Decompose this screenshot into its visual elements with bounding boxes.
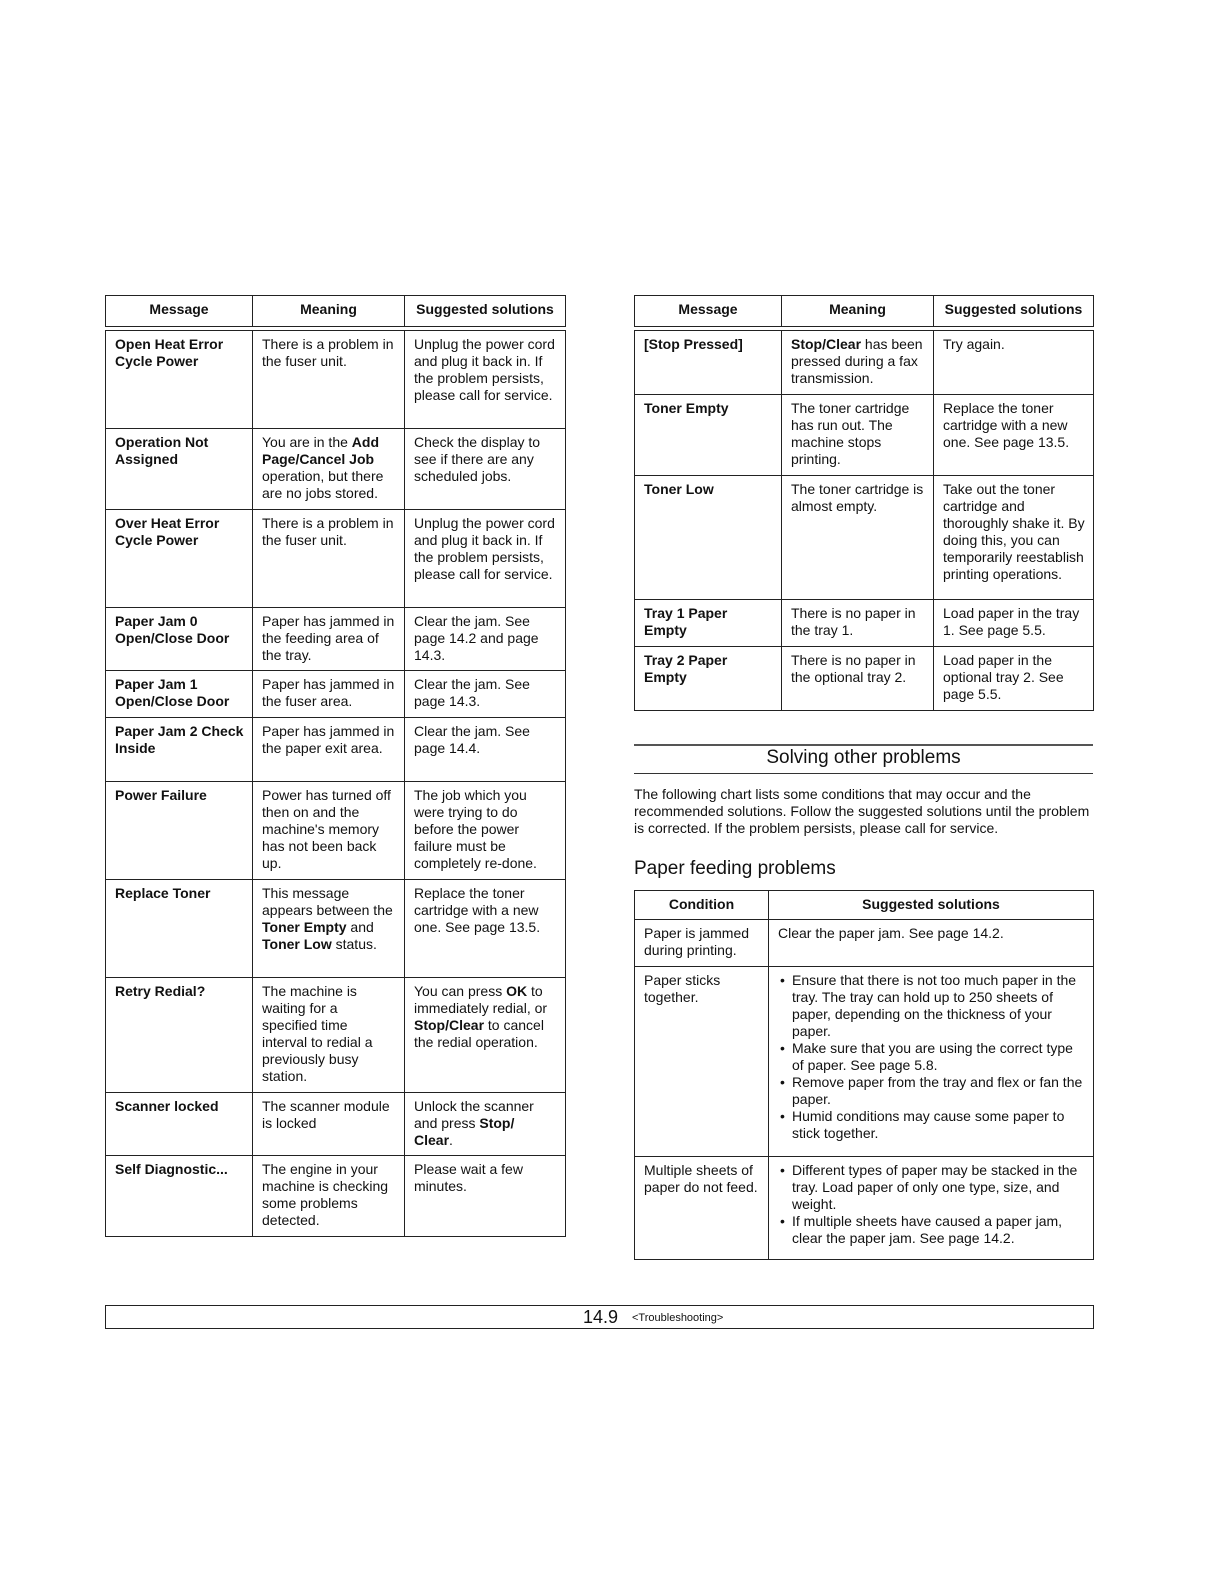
bullet-list [778, 972, 1085, 1142]
solution-cell: Unplug the power cord and plug it back in. If the problem persists, please call for service. [405, 510, 566, 608]
table-row [106, 880, 566, 978]
meaning-cell: There is a problem in the fuser unit. [253, 331, 405, 429]
table-row [106, 1093, 566, 1156]
list-item: • Ensure that there is not too much paper in the tray. The tray can hold up to 250 sheets of paper, depending on the thickness of your paper. [778, 972, 1085, 1040]
solution-cell: Clear the paper jam. See page 14.2. [769, 920, 1094, 967]
column-header: Suggested solutions [769, 891, 1094, 920]
table-row [106, 718, 566, 782]
message-cell: Self Diagnostic... [106, 1156, 253, 1237]
table-header-row [635, 296, 1094, 327]
meaning-cell: This message appears between the Toner Empty and Toner Low status. [253, 880, 405, 978]
column-header: Message [635, 296, 782, 327]
chapter-label: <Troubleshooting> [632, 1312, 724, 1324]
solution-cell: Load paper in the tray 1. See page 5.5. [934, 600, 1094, 647]
list-item: • Remove paper from the tray and flex or fan the paper. [778, 1074, 1085, 1108]
solution-cell: Replace the toner cartridge with a new one. See page 13.5. [934, 395, 1094, 476]
meaning-cell: The machine is waiting for a specified time interval to redial a previously busy station. [253, 978, 405, 1093]
column-header: Condition [635, 891, 769, 920]
solution-cell: Clear the jam. See page 14.2 and page 14.3. [405, 608, 566, 671]
message-cell: Open Heat Error Cycle Power [106, 331, 253, 429]
meaning-cell: Power has turned off then on and the machine's memory has not been back up. [253, 782, 405, 880]
section-title: Solving other problems [766, 747, 961, 768]
message-cell: Toner Empty [635, 395, 782, 476]
solution-cell: The job which you were trying to do before the power failure must be completely re-done. [405, 782, 566, 880]
meaning-cell: The toner cartridge is almost empty. [782, 476, 934, 600]
solution-cell: Unlock the scanner and press Stop/ Clear. [405, 1093, 566, 1156]
message-cell: Paper Jam 1 Open/Close Door [106, 671, 253, 718]
message-table-left [105, 295, 566, 1237]
message-cell: Operation Not Assigned [106, 429, 253, 510]
table-row [106, 671, 566, 718]
table-row [635, 476, 1094, 600]
solution-cell: Clear the jam. See page 14.4. [405, 718, 566, 782]
subheading: Paper feeding problems [634, 858, 836, 879]
solution-cell: Replace the toner cartridge with a new one. See page 13.5. [405, 880, 566, 978]
message-cell: Tray 2 Paper Empty [635, 647, 782, 711]
table-row [106, 978, 566, 1093]
table-row [635, 647, 1094, 711]
section-rule-bottom [634, 773, 1093, 774]
message-cell: Retry Redial? [106, 978, 253, 1093]
bullet-list [778, 1162, 1085, 1247]
message-cell: Scanner locked [106, 1093, 253, 1156]
condition-cell: Multiple sheets of paper do not feed. [635, 1157, 769, 1260]
solution-cell [769, 1157, 1094, 1260]
list-item: • Make sure that you are using the correct type of paper. See page 5.8. [778, 1040, 1085, 1074]
meaning-cell: Paper has jammed in the fuser area. [253, 671, 405, 718]
message-cell: Paper Jam 0 Open/Close Door [106, 608, 253, 671]
list-item: • Humid conditions may cause some paper to stick together. [778, 1108, 1085, 1142]
table-row [635, 600, 1094, 647]
meaning-cell: You are in the Add Page/Cancel Job operation, but there are no jobs stored. [253, 429, 405, 510]
table-row [106, 429, 566, 510]
column-header: Suggested solutions [934, 296, 1094, 327]
meaning-cell: There is no paper in the tray 1. [782, 600, 934, 647]
solution-cell: Load paper in the optional tray 2. See page 5.5. [934, 647, 1094, 711]
table-header-row [106, 296, 566, 327]
message-cell: Tray 1 Paper Empty [635, 600, 782, 647]
meaning-cell: The scanner module is locked [253, 1093, 405, 1156]
column-header: Meaning [782, 296, 934, 327]
table-row [635, 920, 1094, 967]
meaning-cell: There is no paper in the optional tray 2. [782, 647, 934, 711]
footer-underline [105, 1328, 335, 1329]
message-cell: Power Failure [106, 782, 253, 880]
meaning-cell: Paper has jammed in the feeding area of the tray. [253, 608, 405, 671]
paper-feeding-table [634, 890, 1094, 1260]
condition-cell: Paper is jammed during printing. [635, 920, 769, 967]
table-row [635, 967, 1094, 1157]
meaning-cell: The engine in your machine is checking some problems detected. [253, 1156, 405, 1237]
message-cell: Replace Toner [106, 880, 253, 978]
table-row [106, 782, 566, 880]
table-row [635, 395, 1094, 476]
table-row [106, 331, 566, 429]
table-header-row [635, 891, 1094, 920]
page-number: 14.9 [583, 1307, 619, 1327]
message-cell: [Stop Pressed] [635, 331, 782, 395]
condition-cell: Paper sticks together. [635, 967, 769, 1157]
meaning-cell: Paper has jammed in the paper exit area. [253, 718, 405, 782]
solution-cell: Check the display to see if there are any scheduled jobs. [405, 429, 566, 510]
column-header: Meaning [253, 296, 405, 327]
solution-cell: Unplug the power cord and plug it back in. If the problem persists, please call for service. [405, 331, 566, 429]
meaning-cell: The toner cartridge has run out. The machine stops printing. [782, 395, 934, 476]
meaning-cell: Stop/Clear has been pressed during a fax transmission. [782, 331, 934, 395]
table-row [635, 331, 1094, 395]
message-cell: Over Heat Error Cycle Power [106, 510, 253, 608]
list-item: • If multiple sheets have caused a paper jam, clear the paper jam. See page 14.2. [778, 1213, 1085, 1247]
list-item: • Different types of paper may be stacked in the tray. Load paper of only one type, size, and weight. [778, 1162, 1085, 1213]
solution-cell: Take out the toner cartridge and thoroughly shake it. By doing this, you can temporarily reestablish printing operations. [934, 476, 1094, 600]
message-table-right [634, 295, 1094, 711]
table-row [635, 1157, 1094, 1260]
section-intro: The following chart lists some conditions that may occur and the recommended solutions. Follow the suggested solutions until the problem is corrected. If the problem persists, please call for service. [634, 786, 1090, 836]
solution-cell: Please wait a few minutes. [405, 1156, 566, 1237]
solution-cell: Clear the jam. See page 14.3. [405, 671, 566, 718]
table-row [106, 608, 566, 671]
message-cell: Paper Jam 2 Check Inside [106, 718, 253, 782]
meaning-cell: There is a problem in the fuser unit. [253, 510, 405, 608]
column-header: Message [106, 296, 253, 327]
solution-cell [769, 967, 1094, 1157]
message-cell: Toner Low [635, 476, 782, 600]
solution-cell: You can press OK to immediately redial, or Stop/Clear to cancel the redial operation. [405, 978, 566, 1093]
table-row [106, 510, 566, 608]
column-header: Suggested solutions [405, 296, 566, 327]
solution-cell: Try again. [934, 331, 1094, 395]
table-row [106, 1156, 566, 1237]
